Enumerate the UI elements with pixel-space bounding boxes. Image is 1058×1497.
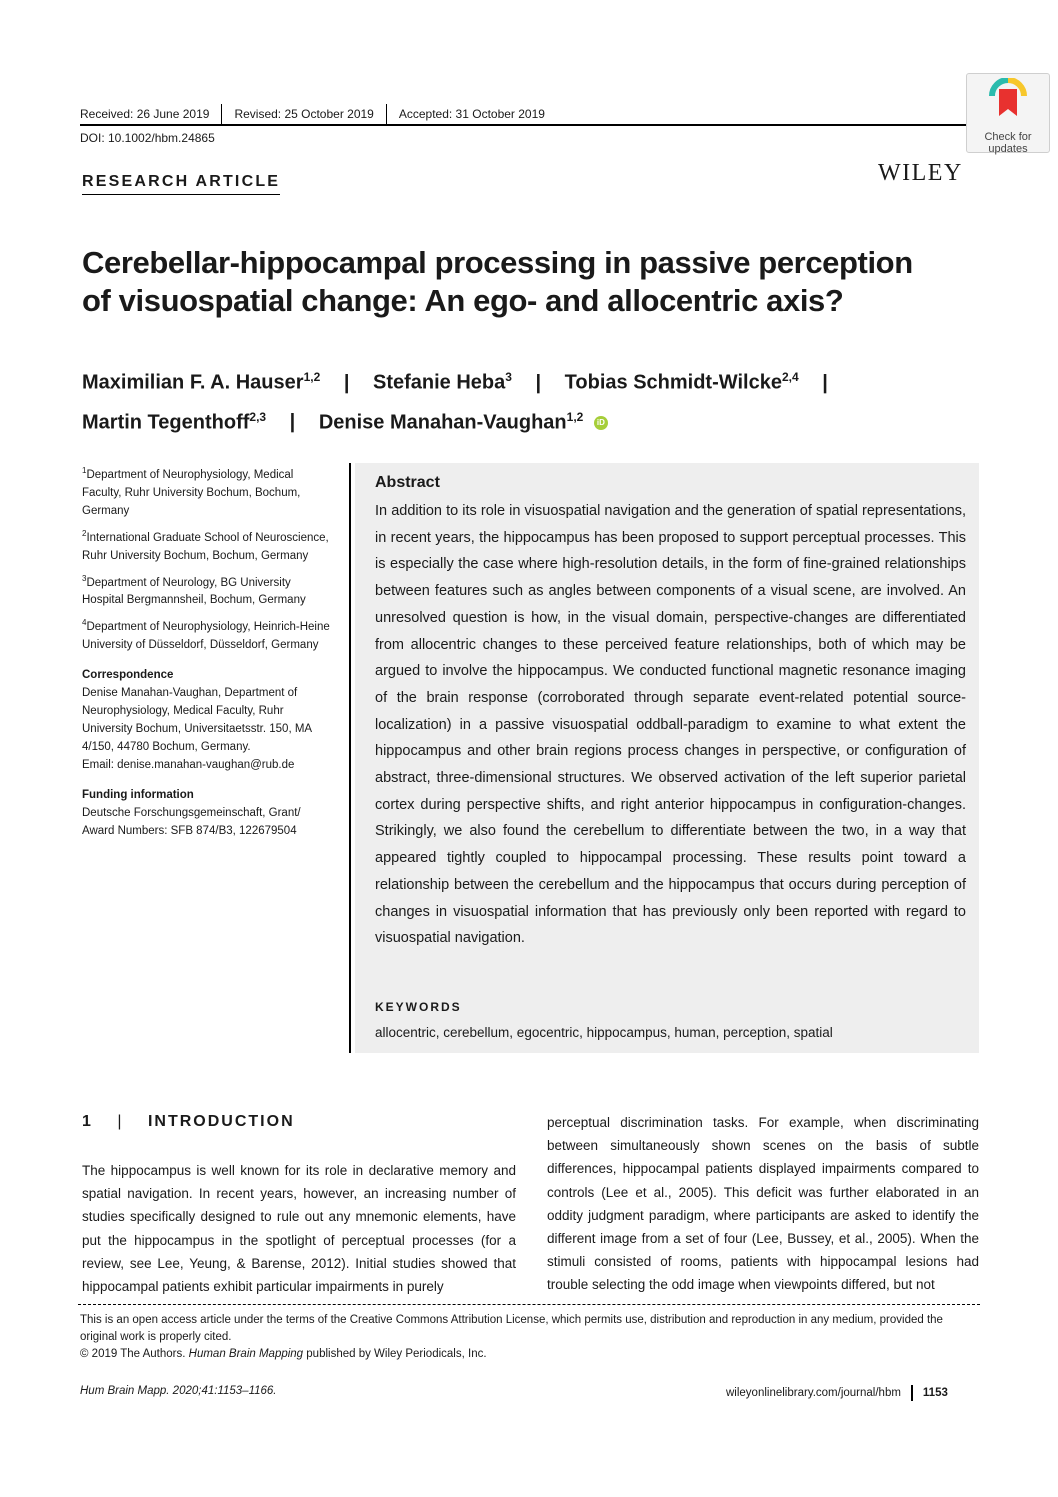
publisher-logo[interactable]: WILEY <box>878 160 963 186</box>
license-notice <box>80 1312 980 1363</box>
article-type-label: RESEARCH ARTICLE <box>82 173 280 195</box>
journal-name: Human Brain Mapping <box>188 1348 304 1360</box>
abstract-text: In addition to its role in visuospatial navigation and the generation of spatial representations, in recent years, the hippocampus has been proposed to support perceptual processes. This is especially the case where high-resolution details, in the form of fine-grained relationships between features such as angles between components of a visual scene, are involved. An unresolved question is how, in the visual domain, perspective-changes are differentiated from allocentric changes to these perceived feature relationships, both of which may be argued to involve the hippocampus. We conducted functional magnetic resonance imaging of the brain response (corroborated through separate event-related potential source-localization) in a passive visuospatial oddball-paradigm to examine to what extent the hippocampus and other brain regions process changes in perspective, or configuration of abstract, three-dimensional structures. We observed activation of the left superior parietal cortex during perspective shifts, and right anterior hippocampus in configuration-changes. Strikingly, we also found the cerebellum to differentiate between the two, in a way that appeared tightly coupled to hippocampal processing. These results point toward a relationship between the cerebellum and the hippocampus that occurs during perception of changes in visuospatial information that has previously only been reported with regard to visuospatial navigation. <box>375 503 966 947</box>
author-name[interactable]: Maximilian F. A. Hauser <box>82 371 304 394</box>
citation: Hum Brain Mapp. 2020;41:1153–1166. <box>80 1385 277 1397</box>
intro-right-column: perceptual discrimination tasks. For example, when discriminating between simultaneously shown scenes on the basis of subtle differences, hippocampal patients displayed impairments compared to controls (Lee et al., 2005). This deficit was further elaborated in an oddity judgment paradigm, where participants are asked to identify the different image from a set of four (Lee, Bussey, et al., 2005). When the stimuli consisted of rooms, patients with hippocampal lesions had trouble selecting the odd image when viewpoints differed, but not <box>547 1115 979 1293</box>
article-title <box>82 244 962 320</box>
check-for-updates-badge[interactable] <box>966 73 1050 153</box>
funding-text: Deutsche Forschungsgemeinschaft, Grant/ Award Numbers: SFB 874/B3, 122679504 <box>82 807 301 838</box>
title-line-1: Cerebellar-hippocampal processing in passive perception <box>82 245 913 280</box>
keywords-text: allocentric, cerebellum, egocentric, hippocampus, human, perception, spatial <box>375 1025 833 1040</box>
affiliation: $^2$International Graduate School of Neuroscience, Ruhr University Bochum, Bochum, Germany <box>82 528 329 562</box>
sidebar-info <box>82 462 332 840</box>
section-separator: | <box>117 1113 124 1130</box>
author-separator: | <box>535 371 542 394</box>
correspondence-email[interactable]: Email: denise.manahan-vaughan@rub.de <box>82 759 295 772</box>
author-affiliation-sup: 2,4 <box>781 370 799 384</box>
author-name[interactable]: Stefanie Heba <box>372 371 506 394</box>
license-text: This is an open access article under the terms of the Creative Commons Attribution License, which permits use, distribution and reproduction in any medium, provided the original work is properly cited. <box>80 1314 943 1343</box>
author-name[interactable]: Denise Manahan-Vaughan <box>318 411 567 434</box>
author-separator: | <box>289 411 296 434</box>
abstract-heading: Abstract <box>375 474 440 491</box>
author-separator: | <box>343 371 350 394</box>
author-affiliation-sup: 1,2 <box>303 370 321 384</box>
badge-line1: Check for <box>984 131 1032 143</box>
author-name[interactable]: Martin Tegenthoff <box>82 411 250 434</box>
accepted-date: Accepted: 31 October 2019 <box>398 107 545 121</box>
copyright-line: © 2019 The Authors. Human Brain Mapping published by Wiley Periodicals, Inc. <box>80 1348 487 1360</box>
check-updates-icon <box>988 78 1028 122</box>
journal-url[interactable]: wileyonlinelibrary.com/journal/hbm <box>726 1387 901 1399</box>
orcid-icon[interactable]: iD <box>594 416 608 430</box>
funding-heading: Funding information <box>82 789 194 802</box>
dates-bar <box>80 104 545 124</box>
badge-line2: updates <box>988 143 1028 155</box>
affiliation: $^4$Department of Neurophysiology, Heinrich-Heine University of Düsseldorf, Düsseldorf, Germany <box>82 618 330 652</box>
author-affiliation-sup: 1,2 <box>566 409 584 424</box>
intro-left-column: The hippocampus is well known for its role in declarative memory and spatial navigation. In recent years, however, an increasing number of studies specifically designed to rule out any mnemonic elements, have put the hippocampus in the spotlight of perceptual processes (for a review, see Lee, Yeung, & Barense, 2012). Initial studies showed that hippocampal patients exhibit particular impairments in purely <box>82 1163 516 1295</box>
footer-right <box>726 1385 948 1401</box>
footer-separator <box>911 1385 913 1401</box>
correspondence-text: Denise Manahan-Vaughan, Department of Neurophysiology, Medical Faculty, Ruhr University Bochum, Universitaetsstr. 150, MA 4/150, 44780 Bochum, Germany. <box>82 687 312 754</box>
section-title: INTRODUCTION <box>147 1113 295 1130</box>
date-separator <box>386 104 387 124</box>
page-number: 1153 <box>922 1387 948 1399</box>
section-number: 1 <box>82 1113 93 1130</box>
abstract-rule <box>349 463 351 1053</box>
correspondence-heading: Correspondence <box>82 669 174 682</box>
revised-date: Revised: 25 October 2019 <box>234 107 374 121</box>
doi: DOI: 10.1002/hbm.24865 <box>80 131 215 145</box>
date-separator <box>221 104 222 124</box>
received-date: Received: 26 June 2019 <box>80 107 210 121</box>
author-list <box>82 360 982 439</box>
header-rule <box>80 124 978 126</box>
section-heading <box>82 1113 295 1131</box>
license-divider <box>78 1304 980 1305</box>
affiliation: $^3$Department of Neurology, BG University Hospital Bergmannsheil, Bochum, Germany <box>82 573 306 607</box>
author-separator: | <box>822 371 828 394</box>
keywords-label: KEYWORDS <box>375 1000 462 1014</box>
title-line-2: of visuospatial change: An ego- and allocentric axis? <box>82 283 844 318</box>
author-affiliation-sup: 3 <box>505 370 512 384</box>
affiliation: $^1$Department of Neurophysiology, Medical Faculty, Ruhr University Bochum, Bochum, Germany <box>82 466 301 517</box>
author-affiliation-sup: 2,3 <box>249 409 267 424</box>
author-name[interactable]: Tobias Schmidt-Wilcke <box>564 371 782 394</box>
